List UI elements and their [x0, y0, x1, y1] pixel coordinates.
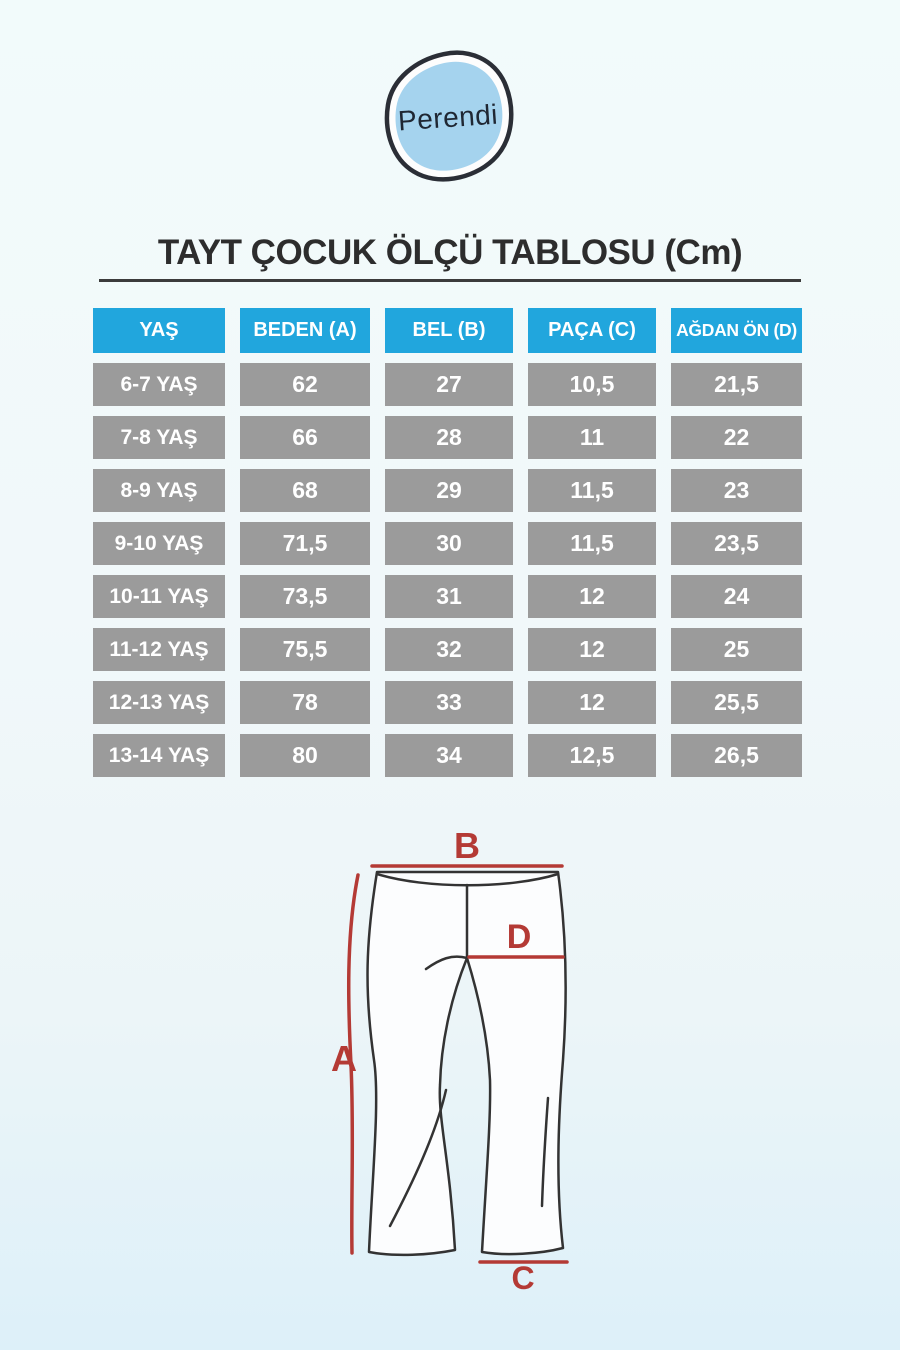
age-cell: 6-7 YAŞ: [93, 363, 225, 406]
column-header: PAÇA (C): [528, 308, 656, 353]
column-header: YAŞ: [93, 308, 225, 353]
column-header: BEDEN (A): [240, 308, 370, 353]
value-cell: 31: [385, 575, 513, 618]
measure-label-d: D: [506, 918, 532, 956]
value-cell: 80: [240, 734, 370, 777]
pants-measurement-diagram: [300, 828, 620, 1306]
value-cell: 73,5: [240, 575, 370, 618]
value-cell: 33: [385, 681, 513, 724]
value-cell: 23,5: [671, 522, 802, 565]
value-cell: 24: [671, 575, 802, 618]
value-cell: 62: [240, 363, 370, 406]
value-cell: 78: [240, 681, 370, 724]
age-cell: 8-9 YAŞ: [93, 469, 225, 512]
value-cell: 22: [671, 416, 802, 459]
value-cell: 34: [385, 734, 513, 777]
value-cell: 75,5: [240, 628, 370, 671]
brand-logo: [378, 46, 518, 191]
value-cell: 28: [385, 416, 513, 459]
title-divider: [99, 279, 801, 282]
value-cell: 23: [671, 469, 802, 512]
value-cell: 11: [528, 416, 656, 459]
value-cell: 12,5: [528, 734, 656, 777]
measure-label-c: C: [511, 1260, 535, 1296]
value-cell: 21,5: [671, 363, 802, 406]
age-cell: 9-10 YAŞ: [93, 522, 225, 565]
value-cell: 26,5: [671, 734, 802, 777]
size-table: [93, 308, 802, 777]
value-cell: 12: [528, 575, 656, 618]
brand-name: Perendi: [396, 98, 499, 137]
age-cell: 10-11 YAŞ: [93, 575, 225, 618]
column-header: AĞDAN ÖN (D): [671, 308, 802, 353]
value-cell: 10,5: [528, 363, 656, 406]
value-cell: 68: [240, 469, 370, 512]
value-cell: 30: [385, 522, 513, 565]
value-cell: 71,5: [240, 522, 370, 565]
age-cell: 12-13 YAŞ: [93, 681, 225, 724]
value-cell: 66: [240, 416, 370, 459]
value-cell: 29: [385, 469, 513, 512]
value-cell: 25,5: [671, 681, 802, 724]
value-cell: 11,5: [528, 522, 656, 565]
measure-label-a: A: [331, 1038, 357, 1079]
value-cell: 25: [671, 628, 802, 671]
page-title: TAYT ÇOCUK ÖLÇÜ TABLOSU (Cm): [157, 233, 743, 272]
value-cell: 12: [528, 681, 656, 724]
measure-label-b: B: [454, 828, 480, 866]
age-cell: 13-14 YAŞ: [93, 734, 225, 777]
value-cell: 27: [385, 363, 513, 406]
age-cell: 7-8 YAŞ: [93, 416, 225, 459]
age-cell: 11-12 YAŞ: [93, 628, 225, 671]
value-cell: 11,5: [528, 469, 656, 512]
column-header: BEL (B): [385, 308, 513, 353]
value-cell: 32: [385, 628, 513, 671]
value-cell: 12: [528, 628, 656, 671]
